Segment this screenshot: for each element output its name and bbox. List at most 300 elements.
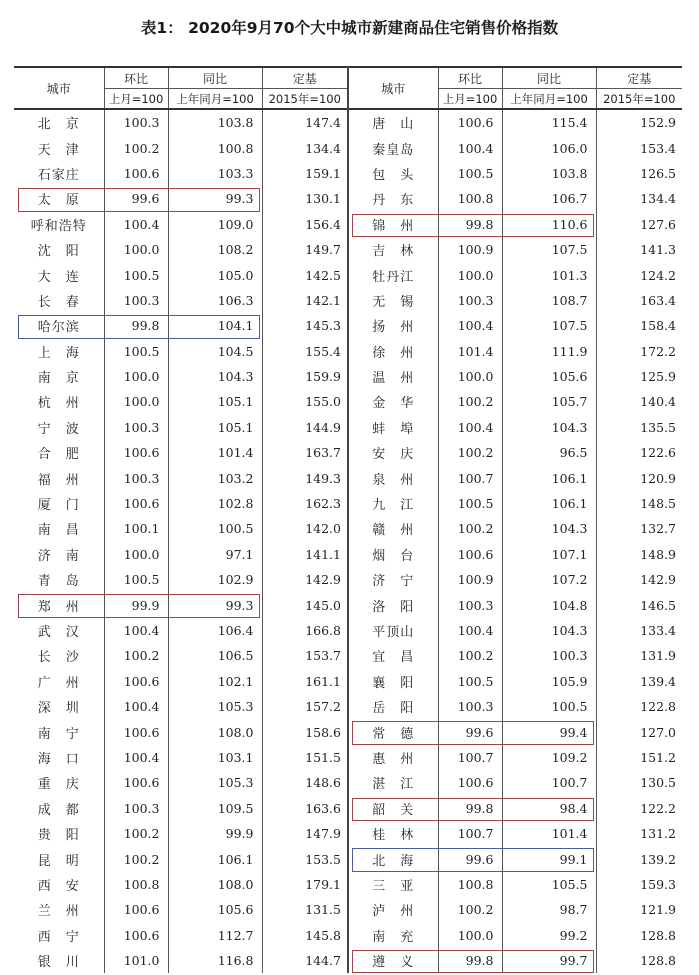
base-cell: 140.4: [596, 389, 682, 414]
yoy-cell: 98.7: [502, 897, 596, 922]
base-cell: 128.8: [596, 923, 682, 948]
yoy-cell: 104.3: [168, 364, 262, 389]
table-row: [14, 313, 682, 338]
table-row: [14, 109, 682, 135]
base-cell: 124.2: [596, 262, 682, 287]
yoy-cell: 99.7: [502, 948, 596, 973]
yoy-cell: 100.8: [168, 135, 262, 160]
mom-cell: 100.0: [438, 262, 502, 287]
yoy-cell: 100.5: [168, 516, 262, 541]
mom-cell: 99.8: [438, 212, 502, 237]
base-cell: 122.8: [596, 694, 682, 719]
yoy-cell: 99.1: [502, 846, 596, 871]
city-cell: 西 宁: [37, 929, 80, 945]
city-cell: 宜 昌: [348, 643, 438, 668]
yoy-cell: 100.5: [502, 694, 596, 719]
base-cell: 153.7: [262, 643, 348, 668]
base-cell: 134.4: [596, 186, 682, 211]
city-cell: 昆 明: [37, 853, 80, 869]
city-cell: 济 南: [37, 548, 80, 564]
city-cell: 无 锡: [348, 288, 438, 313]
mom-cell: 100.3: [438, 694, 502, 719]
city-cell: 南 宁: [37, 726, 80, 742]
table-row: [14, 288, 682, 313]
city-cell: 太 原: [37, 193, 80, 209]
yoy-cell: 105.9: [502, 669, 596, 694]
city-cell: 呼和浩特: [30, 218, 87, 234]
table-row: [14, 186, 682, 211]
table-row: [14, 770, 682, 795]
table-row: [14, 923, 682, 948]
table-row: [14, 516, 682, 541]
yoy-cell: 106.1: [502, 491, 596, 516]
base-cell: 158.4: [596, 313, 682, 338]
mom-cell: 100.5: [104, 262, 168, 287]
yoy-cell: 99.3: [168, 592, 262, 617]
city-cell: 蚌 埠: [348, 415, 438, 440]
yoy-cell: 111.9: [502, 339, 596, 364]
table-title: 表1： 2020年9月70个大中城市新建商品住宅销售价格指数: [140, 19, 559, 37]
city-cell: 厦 门: [37, 498, 80, 514]
mom-cell: 100.3: [104, 109, 168, 135]
yoy-cell: 101.3: [502, 262, 596, 287]
city-cell: 温 州: [348, 364, 438, 389]
yoy-cell: 104.3: [502, 415, 596, 440]
table-row: [14, 846, 682, 871]
yoy-cell: 106.1: [502, 465, 596, 490]
table-row: [14, 592, 682, 617]
mom-cell: 100.1: [104, 516, 168, 541]
city-cell: 徐 州: [348, 339, 438, 364]
city-cell: 成 都: [37, 802, 80, 818]
city-cell: 武 汉: [37, 625, 80, 640]
yoy-cell: 98.4: [502, 796, 596, 821]
city-cell: 哈尔滨: [37, 320, 80, 336]
table-row: [14, 669, 682, 694]
yoy-cell: 105.6: [502, 364, 596, 389]
table-row: [14, 745, 682, 770]
base-cell: 147.4: [262, 109, 348, 135]
header-yoy-right: 同比: [502, 67, 596, 89]
city-cell: 安 庆: [348, 440, 438, 465]
mom-cell: 100.2: [438, 389, 502, 414]
table-row: [14, 491, 682, 516]
yoy-cell: 106.0: [502, 135, 596, 160]
base-cell: 163.6: [262, 796, 348, 821]
base-cell: 133.4: [596, 618, 682, 643]
yoy-cell: 105.5: [502, 872, 596, 897]
base-cell: 156.4: [262, 212, 348, 237]
yoy-cell: 115.4: [502, 109, 596, 135]
base-cell: 158.6: [262, 719, 348, 744]
base-cell: 152.9: [596, 109, 682, 135]
base-cell: 144.7: [262, 948, 348, 973]
mom-cell: 100.9: [438, 237, 502, 262]
base-cell: 142.9: [596, 567, 682, 592]
base-cell: 162.3: [262, 491, 348, 516]
mom-cell: 100.2: [104, 135, 168, 160]
base-cell: 157.2: [262, 694, 348, 719]
base-cell: 151.2: [596, 745, 682, 770]
base-cell: 145.8: [262, 923, 348, 948]
mom-cell: 100.4: [438, 313, 502, 338]
base-cell: 139.2: [596, 846, 682, 871]
yoy-cell: 106.1: [168, 846, 262, 871]
table-row: [14, 542, 682, 567]
mom-cell: 100.6: [104, 770, 168, 795]
mom-cell: 100.0: [104, 389, 168, 414]
mom-cell: 100.6: [438, 770, 502, 795]
yoy-cell: 103.8: [168, 109, 262, 135]
mom-cell: 100.6: [438, 542, 502, 567]
yoy-cell: 106.4: [168, 618, 262, 643]
mom-cell: 101.4: [438, 339, 502, 364]
base-cell: 127.0: [596, 719, 682, 744]
yoy-cell: 108.7: [502, 288, 596, 313]
base-cell: 163.4: [596, 288, 682, 313]
mom-cell: 100.0: [104, 364, 168, 389]
city-cell: 洛 阳: [348, 592, 438, 617]
yoy-cell: 103.3: [168, 161, 262, 186]
base-cell: 127.6: [596, 212, 682, 237]
mom-cell: 100.6: [104, 923, 168, 948]
base-cell: 166.8: [262, 618, 348, 643]
table-row: [14, 821, 682, 846]
yoy-cell: 109.2: [502, 745, 596, 770]
mom-cell: 100.5: [104, 339, 168, 364]
base-cell: 159.9: [262, 364, 348, 389]
base-cell: 134.4: [262, 135, 348, 160]
mom-cell: 99.6: [104, 186, 168, 211]
yoy-cell: 100.7: [502, 770, 596, 795]
mom-cell: 100.6: [104, 161, 168, 186]
mom-cell: 100.4: [104, 618, 168, 643]
mom-cell: 100.5: [104, 567, 168, 592]
mom-cell: 100.6: [104, 719, 168, 744]
mom-cell: 100.2: [104, 821, 168, 846]
base-cell: 130.1: [262, 186, 348, 211]
city-cell: 九 江: [348, 491, 438, 516]
mom-cell: 100.2: [438, 897, 502, 922]
mom-cell: 99.8: [104, 313, 168, 338]
yoy-cell: 106.7: [502, 186, 596, 211]
yoy-cell: 102.1: [168, 669, 262, 694]
city-cell: 青 岛: [37, 574, 80, 590]
table-row: [14, 415, 682, 440]
yoy-cell: 105.3: [168, 694, 262, 719]
city-cell: 福 州: [37, 472, 80, 488]
mom-cell: 100.3: [104, 796, 168, 821]
header-base-sub-right: 2015年=100: [596, 89, 682, 110]
city-cell: 岳 阳: [348, 694, 438, 719]
yoy-cell: 99.3: [168, 186, 262, 211]
base-cell: 142.1: [262, 288, 348, 313]
base-cell: 139.4: [596, 669, 682, 694]
base-cell: 155.4: [262, 339, 348, 364]
yoy-cell: 102.8: [168, 491, 262, 516]
city-cell: 金 华: [348, 389, 438, 414]
base-cell: 179.1: [262, 872, 348, 897]
base-cell: 153.4: [596, 135, 682, 160]
mom-cell: 100.4: [104, 694, 168, 719]
city-cell: 南 京: [37, 371, 80, 387]
mom-cell: 100.8: [104, 872, 168, 897]
yoy-cell: 106.3: [168, 288, 262, 313]
mom-cell: 100.3: [104, 415, 168, 440]
base-cell: 144.9: [262, 415, 348, 440]
yoy-cell: 102.9: [168, 567, 262, 592]
base-cell: 161.1: [262, 669, 348, 694]
yoy-cell: 104.8: [502, 592, 596, 617]
base-cell: 148.9: [596, 542, 682, 567]
header-base-sub-left: 2015年=100: [262, 89, 348, 110]
mom-cell: 100.2: [104, 846, 168, 871]
header-base-right: 定基: [596, 67, 682, 89]
yoy-cell: 110.6: [502, 212, 596, 237]
mom-cell: 100.2: [438, 516, 502, 541]
yoy-cell: 105.3: [168, 770, 262, 795]
yoy-cell: 99.2: [502, 923, 596, 948]
city-cell: 深 圳: [37, 701, 80, 717]
city-cell: 石家庄: [37, 167, 80, 183]
city-cell: 唐 山: [348, 109, 438, 135]
yoy-cell: 108.0: [168, 719, 262, 744]
mom-cell: 100.4: [104, 745, 168, 770]
city-cell: 锦 州: [348, 212, 438, 237]
mom-cell: 100.2: [438, 643, 502, 668]
yoy-cell: 105.7: [502, 389, 596, 414]
mom-cell: 99.8: [438, 796, 502, 821]
yoy-cell: 101.4: [502, 821, 596, 846]
table-row: [14, 389, 682, 414]
mom-cell: 100.3: [438, 592, 502, 617]
base-cell: 131.2: [596, 821, 682, 846]
header-mom-left: 环比: [104, 67, 168, 89]
base-cell: 148.5: [596, 491, 682, 516]
base-cell: 142.5: [262, 262, 348, 287]
base-cell: 172.2: [596, 339, 682, 364]
mom-cell: 100.6: [438, 109, 502, 135]
city-cell: 天 津: [37, 142, 80, 158]
base-cell: 159.3: [596, 872, 682, 897]
city-cell: 桂 林: [348, 821, 438, 846]
base-cell: 122.2: [596, 796, 682, 821]
city-cell: 湛 江: [348, 770, 438, 795]
yoy-cell: 105.6: [168, 897, 262, 922]
city-cell: 平顶山: [348, 618, 438, 643]
city-cell: 牡丹江: [348, 262, 438, 287]
header-yoy-sub-left: 上年同月=100: [168, 89, 262, 110]
mom-cell: 100.5: [438, 161, 502, 186]
city-cell: 北 京: [37, 117, 80, 133]
city-cell: 沈 阳: [37, 244, 80, 260]
mom-cell: 100.3: [104, 465, 168, 490]
yoy-cell: 104.5: [168, 339, 262, 364]
city-cell: 吉 林: [348, 237, 438, 262]
mom-cell: 100.6: [104, 491, 168, 516]
table-row: [14, 262, 682, 287]
mom-cell: 100.8: [438, 872, 502, 897]
base-cell: 141.3: [596, 237, 682, 262]
header-base-left: 定基: [262, 67, 348, 89]
city-cell: 北 海: [348, 846, 438, 871]
mom-cell: 100.3: [104, 288, 168, 313]
city-cell: 贵 阳: [37, 828, 80, 844]
yoy-cell: 109.5: [168, 796, 262, 821]
city-cell: 宁 波: [37, 421, 80, 437]
table-row: [14, 440, 682, 465]
mom-cell: 100.7: [438, 465, 502, 490]
yoy-cell: 108.0: [168, 872, 262, 897]
table-row: [14, 465, 682, 490]
table-body: [14, 109, 682, 973]
city-cell: 西 安: [37, 878, 80, 894]
yoy-cell: 105.0: [168, 262, 262, 287]
yoy-cell: 101.4: [168, 440, 262, 465]
mom-cell: 100.6: [104, 669, 168, 694]
city-cell: 秦皇岛: [348, 135, 438, 160]
mom-cell: 100.4: [104, 212, 168, 237]
mom-cell: 101.0: [104, 948, 168, 973]
base-cell: 151.5: [262, 745, 348, 770]
mom-cell: 100.0: [438, 923, 502, 948]
header-city-left: 城市: [14, 67, 104, 109]
base-cell: 135.5: [596, 415, 682, 440]
header-yoy-sub-right: 上年同月=100: [502, 89, 596, 110]
city-cell: 丹 东: [348, 186, 438, 211]
yoy-cell: 105.1: [168, 389, 262, 414]
base-cell: 131.9: [596, 643, 682, 668]
mom-cell: 100.6: [104, 897, 168, 922]
base-cell: 148.6: [262, 770, 348, 795]
base-cell: 147.9: [262, 821, 348, 846]
header-mom-right: 环比: [438, 67, 502, 89]
base-cell: 130.5: [596, 770, 682, 795]
yoy-cell: 103.1: [168, 745, 262, 770]
yoy-cell: 99.9: [168, 821, 262, 846]
mom-cell: 99.9: [104, 592, 168, 617]
mom-cell: 100.7: [438, 821, 502, 846]
city-cell: 泸 州: [348, 897, 438, 922]
base-cell: 145.0: [262, 592, 348, 617]
yoy-cell: 112.7: [168, 923, 262, 948]
base-cell: 146.5: [596, 592, 682, 617]
table-row: [14, 643, 682, 668]
mom-cell: 100.9: [438, 567, 502, 592]
yoy-cell: 103.8: [502, 161, 596, 186]
city-cell: 广 州: [37, 675, 80, 691]
table-row: [14, 796, 682, 821]
header-mom-sub-right: 上月=100: [438, 89, 502, 110]
table-row: [14, 135, 682, 160]
yoy-cell: 99.4: [502, 719, 596, 744]
city-cell: 重 庆: [37, 777, 80, 793]
table-row: [14, 872, 682, 897]
yoy-cell: 107.2: [502, 567, 596, 592]
table-row: [14, 694, 682, 719]
city-cell: 南 充: [348, 923, 438, 948]
yoy-cell: 116.8: [168, 948, 262, 973]
yoy-cell: 100.3: [502, 643, 596, 668]
base-cell: 145.3: [262, 313, 348, 338]
table-row: [14, 719, 682, 744]
yoy-cell: 104.1: [168, 313, 262, 338]
city-cell: 上 海: [37, 345, 80, 361]
table-row: [14, 618, 682, 643]
base-cell: 142.0: [262, 516, 348, 541]
city-cell: 南 昌: [37, 523, 80, 539]
city-cell: 包 头: [348, 161, 438, 186]
base-cell: 122.6: [596, 440, 682, 465]
mom-cell: 100.5: [438, 491, 502, 516]
base-cell: 163.7: [262, 440, 348, 465]
mom-cell: 100.0: [104, 237, 168, 262]
base-cell: 128.8: [596, 948, 682, 973]
mom-cell: 100.7: [438, 745, 502, 770]
yoy-cell: 106.5: [168, 643, 262, 668]
city-cell: 合 肥: [37, 447, 80, 463]
mom-cell: 99.8: [438, 948, 502, 973]
city-cell: 海 口: [37, 751, 80, 767]
yoy-cell: 104.3: [502, 516, 596, 541]
city-cell: 烟 台: [348, 542, 438, 567]
base-cell: 141.1: [262, 542, 348, 567]
base-cell: 126.5: [596, 161, 682, 186]
base-cell: 120.9: [596, 465, 682, 490]
mom-cell: 100.2: [104, 643, 168, 668]
table-row: [14, 567, 682, 592]
mom-cell: 100.4: [438, 415, 502, 440]
table-row: [14, 897, 682, 922]
city-cell: 遵 义: [348, 948, 438, 973]
city-cell: 襄 阳: [348, 669, 438, 694]
base-cell: 131.5: [262, 897, 348, 922]
yoy-cell: 105.1: [168, 415, 262, 440]
city-cell: 韶 关: [348, 796, 438, 821]
table-row: [14, 339, 682, 364]
city-cell: 三 亚: [348, 872, 438, 897]
base-cell: 125.9: [596, 364, 682, 389]
city-cell: 扬 州: [348, 313, 438, 338]
mom-cell: 100.4: [438, 618, 502, 643]
table-row: [14, 161, 682, 186]
yoy-cell: 108.2: [168, 237, 262, 262]
yoy-cell: 97.1: [168, 542, 262, 567]
base-cell: 153.5: [262, 846, 348, 871]
city-cell: 赣 州: [348, 516, 438, 541]
base-cell: 149.7: [262, 237, 348, 262]
mom-cell: 100.3: [438, 288, 502, 313]
table-row: [14, 364, 682, 389]
yoy-cell: 107.1: [502, 542, 596, 567]
mom-cell: 100.6: [104, 440, 168, 465]
city-cell: 郑 州: [37, 599, 80, 615]
table-row: [14, 212, 682, 237]
base-cell: 121.9: [596, 897, 682, 922]
city-cell: 泉 州: [348, 465, 438, 490]
city-cell: 兰 州: [37, 904, 80, 920]
base-cell: 149.3: [262, 465, 348, 490]
mom-cell: 99.6: [438, 846, 502, 871]
city-cell: 杭 州: [37, 396, 80, 412]
city-cell: 长 春: [37, 294, 80, 310]
mom-cell: 100.5: [438, 669, 502, 694]
yoy-cell: 109.0: [168, 212, 262, 237]
yoy-cell: 107.5: [502, 313, 596, 338]
mom-cell: 100.4: [438, 135, 502, 160]
base-cell: 155.0: [262, 389, 348, 414]
table-row: [14, 948, 682, 973]
